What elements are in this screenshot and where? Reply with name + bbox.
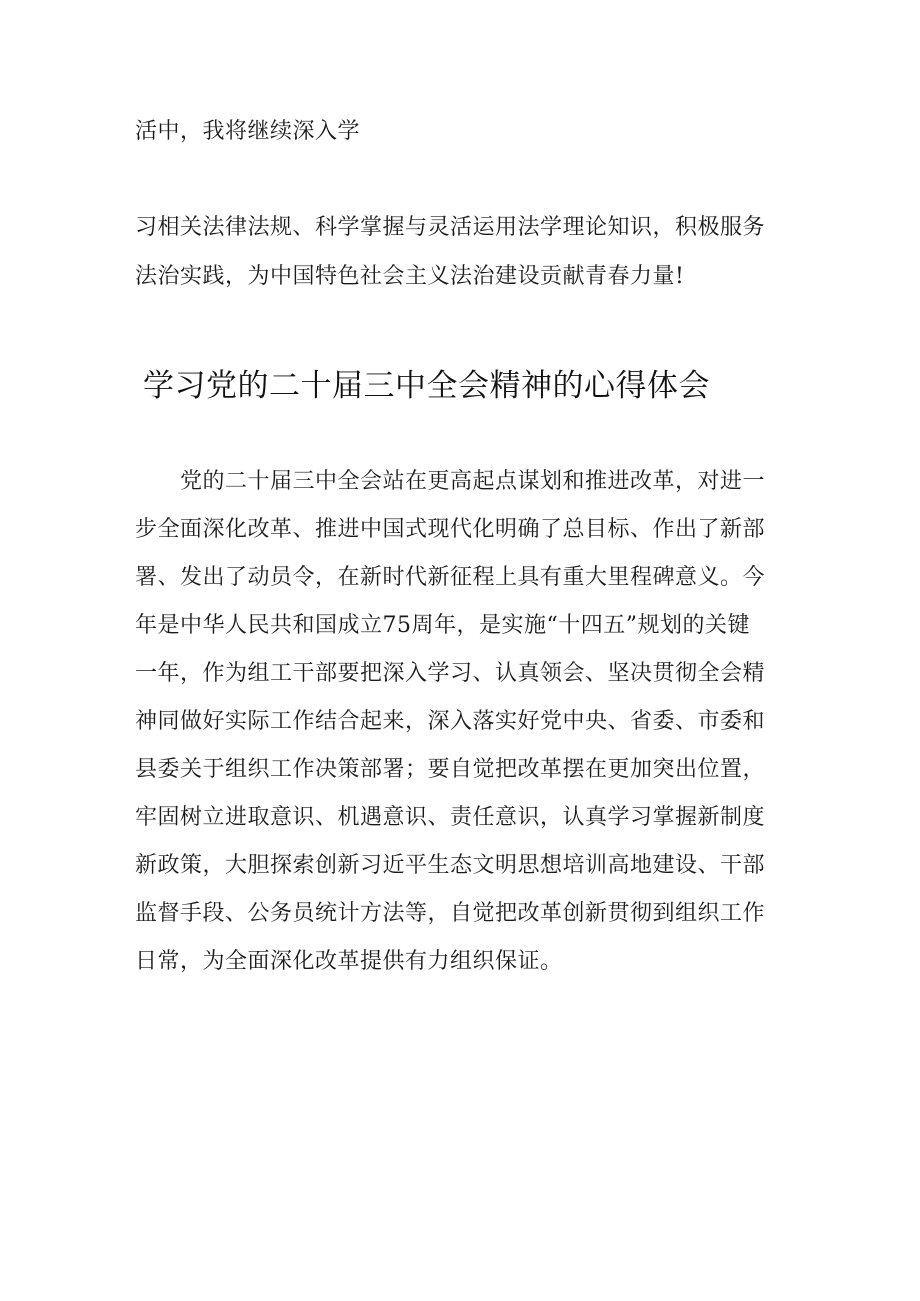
article-title: 学习党的二十届三中全会精神的心得体会 xyxy=(143,368,710,404)
article-body-line: 党的二十届三中全会站在更高起点谋划和推进改革，对进一 xyxy=(135,469,766,494)
article-body-line: 署、发出了动员令，在新时代新征程上具有重大里程碑意义。今 xyxy=(135,565,766,590)
article-body-line: 牢固树立进取意识、机遇意识、责任意识，认真学习掌握新制度 xyxy=(135,805,766,830)
article-body-line: 一年，作为组工干部要把深入学习、认真领会、坚决贯彻全会精 xyxy=(135,661,766,686)
article-body-line: 神同做好实际工作结合起来，深入落实好党中央、省委、市委和 xyxy=(135,709,766,734)
article-body-paragraph xyxy=(135,467,795,995)
previous-paragraph-line-1: 活中，我将继续深入学 xyxy=(135,119,361,144)
article-body-line: 监督手段、公务员统计方法等，自觉把改革创新贯彻到组织工作 xyxy=(135,901,766,926)
article-body-line: 日常，为全面深化改革提供有力组织保证。 xyxy=(135,949,563,974)
article-body-line: 年是中华人民共和国成立75周年，是实施“十四五”规划的关键 xyxy=(135,613,750,638)
article-body-line: 县委关于组织工作决策部署；要自觉把改革摆在更加突出位置， xyxy=(135,757,766,782)
article-body-line: 步全面深化改革、推进中国式现代化明确了总目标、作出了新部 xyxy=(135,517,766,542)
previous-paragraph-line-2: 习相关法律法规、科学掌握与灵活运用法学理论知识，积极服务 xyxy=(135,215,766,240)
article-body-line: 新政策，大胆探索创新习近平生态文明思想培训高地建设、干部 xyxy=(135,853,766,878)
previous-paragraph-line-3: 法治实践，为中国特色社会主义法治建设贡献青春力量! xyxy=(135,264,685,289)
